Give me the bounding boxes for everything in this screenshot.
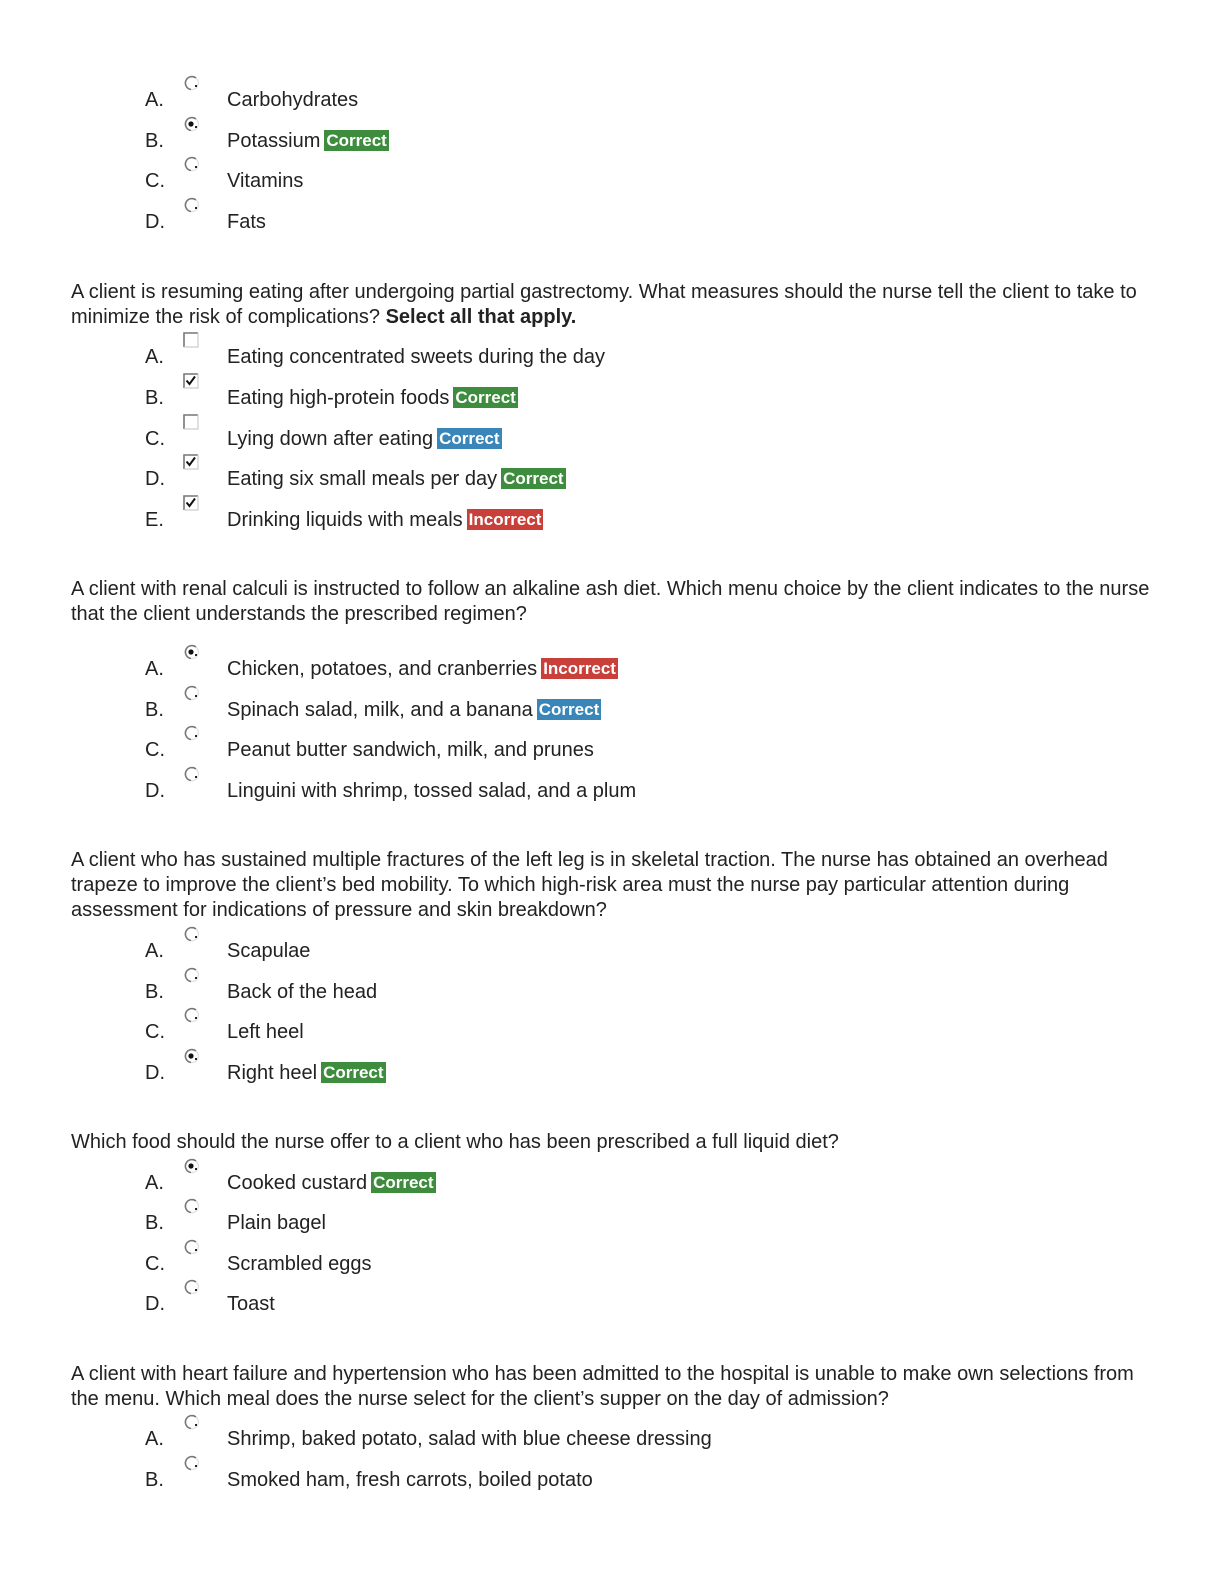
checkbox-checked-icon[interactable]	[182, 453, 200, 471]
question-text	[71, 848, 1151, 923]
option-letter: A.	[145, 1172, 164, 1194]
correct-badge: Correct	[503, 469, 564, 488]
question-text	[71, 577, 1151, 627]
radio-checked-icon[interactable]	[182, 643, 200, 661]
option-text: Lying down after eating	[227, 428, 434, 450]
radio-unchecked-icon[interactable]	[182, 724, 200, 742]
option-text: Peanut butter sandwich, milk, and prunes	[227, 739, 594, 761]
option-q1-b[interactable]	[0, 386, 1000, 416]
option-q4-d[interactable]	[0, 1292, 1000, 1322]
option-letter: C.	[145, 739, 165, 761]
option-q1-e[interactable]	[0, 508, 1000, 538]
option-q5-a[interactable]	[0, 1427, 1000, 1457]
option-text: Fats	[227, 211, 266, 233]
checkbox-unchecked-icon[interactable]	[182, 331, 200, 349]
incorrect-badge: Incorrect	[543, 659, 616, 678]
option-text: Scrambled eggs	[227, 1253, 372, 1275]
radio-unchecked-icon[interactable]	[182, 1238, 200, 1256]
radio-unchecked-icon[interactable]	[182, 925, 200, 943]
option-letter: A.	[145, 940, 164, 962]
option-text: Shrimp, baked potato, salad with blue cheese dressing	[227, 1428, 712, 1450]
correct-badge: Correct	[326, 131, 387, 150]
option-text: Cooked custard	[227, 1172, 368, 1194]
option-q1-c[interactable]	[0, 427, 1000, 457]
option-text: Scapulae	[227, 940, 311, 962]
option-text: Carbohydrates	[227, 89, 359, 111]
option-q5-b[interactable]	[0, 1468, 1000, 1498]
option-letter: D.	[145, 780, 165, 802]
option-q4-c[interactable]	[0, 1252, 1000, 1282]
question-text	[71, 1362, 1151, 1412]
correct-badge: Correct	[323, 1063, 384, 1082]
radio-unchecked-icon[interactable]	[182, 1413, 200, 1431]
option-q2-c[interactable]	[0, 738, 1000, 768]
option-letter: B.	[145, 981, 164, 1003]
question-text	[71, 280, 1151, 330]
option-text: Left heel	[227, 1021, 304, 1043]
option-text: Eating six small meals per day	[227, 468, 498, 490]
option-text: Potassium	[227, 130, 321, 152]
radio-unchecked-icon[interactable]	[182, 1454, 200, 1472]
checkbox-checked-icon[interactable]	[182, 372, 200, 390]
radio-unchecked-icon[interactable]	[182, 74, 200, 92]
option-letter: A.	[145, 1428, 164, 1450]
question-prompt: A client with renal calculi is instructed to follow an alkaline ash diet. Which menu choice by the client indicates to the nurse that the client understands the prescribed regimen?	[71, 578, 1150, 625]
correct-answer-badge: Correct	[538, 700, 600, 719]
option-q1-a[interactable]	[0, 345, 1000, 375]
option-q2-d[interactable]	[0, 779, 1000, 809]
option-q3-b[interactable]	[0, 980, 1000, 1010]
option-text: Right heel	[227, 1062, 318, 1084]
question-instruction: Select all that apply.	[385, 306, 577, 328]
option-text: Vitamins	[227, 170, 304, 192]
option-letter: D.	[145, 468, 165, 490]
option-text: Linguini with shrimp, tossed salad, and a plum	[227, 780, 637, 802]
option-letter: D.	[145, 1293, 165, 1315]
option-letter: A.	[145, 89, 164, 111]
option-text: Plain bagel	[227, 1212, 326, 1234]
question-prompt: A client with heart failure and hypertension who has been admitted to the hospital is unable to make own selections from the menu. Which meal does the nurse select for the client’s supper on the day of admission?	[71, 1363, 1134, 1410]
radio-unchecked-icon[interactable]	[182, 684, 200, 702]
option-q1-d[interactable]	[0, 467, 1000, 497]
radio-unchecked-icon[interactable]	[182, 765, 200, 783]
option-q4-b[interactable]	[0, 1211, 1000, 1241]
option-q4-a[interactable]	[0, 1171, 1000, 1201]
option-letter: B.	[145, 1469, 164, 1491]
option-letter: D.	[145, 211, 165, 233]
radio-checked-icon[interactable]	[182, 115, 200, 133]
question-prompt: A client who has sustained multiple fractures of the left leg is in skeletal traction. The nurse has obtained an overhead trapeze to improve the client’s bed mobility. To which high-risk area must the nurse pay particular attention during assessment for indications of pressure and skin breakdown?	[71, 849, 1108, 921]
radio-unchecked-icon[interactable]	[182, 1278, 200, 1296]
option-letter: C.	[145, 1021, 165, 1043]
radio-unchecked-icon[interactable]	[182, 1006, 200, 1024]
option-letter: D.	[145, 1062, 165, 1084]
question-prompt: A client is resuming eating after undergoing partial gastrectomy. What measures should the nurse tell the client to take to minimize the risk of complications?	[71, 281, 1137, 328]
option-letter: B.	[145, 130, 164, 152]
question-prompt: Which food should the nurse offer to a client who has been prescribed a full liquid diet?	[71, 1131, 839, 1153]
option-text: Eating concentrated sweets during the day	[227, 346, 606, 368]
correct-badge: Correct	[455, 388, 516, 407]
option-letter: B.	[145, 1212, 164, 1234]
option-letter: C.	[145, 170, 165, 192]
question-text	[71, 1130, 1151, 1155]
radio-unchecked-icon[interactable]	[182, 155, 200, 173]
incorrect-badge: Incorrect	[468, 510, 542, 529]
option-text: Chicken, potatoes, and cranberries	[227, 658, 538, 680]
option-q0-d[interactable]	[0, 210, 1000, 240]
radio-unchecked-icon[interactable]	[182, 1197, 200, 1215]
option-letter: E.	[145, 509, 164, 531]
correct-answer-badge: Correct	[439, 429, 500, 448]
correct-badge: Correct	[373, 1173, 434, 1192]
option-q0-b[interactable]	[0, 129, 1000, 159]
option-text: Toast	[227, 1293, 275, 1315]
option-text: Back of the head	[227, 981, 378, 1003]
option-q3-d[interactable]	[0, 1061, 1000, 1091]
radio-checked-icon[interactable]	[182, 1157, 200, 1175]
checkbox-checked-icon[interactable]	[182, 494, 200, 512]
radio-checked-icon[interactable]	[182, 1047, 200, 1065]
option-q0-c[interactable]	[0, 169, 1000, 199]
option-q2-b[interactable]	[0, 698, 1000, 728]
option-text: Spinach salad, milk, and a banana	[227, 699, 533, 721]
checkbox-unchecked-icon[interactable]	[182, 413, 200, 431]
radio-unchecked-icon[interactable]	[182, 196, 200, 214]
option-q0-a[interactable]	[0, 88, 1000, 118]
option-letter: A.	[145, 346, 164, 368]
option-letter: A.	[145, 658, 164, 680]
option-letter: B.	[145, 387, 164, 409]
option-q3-c[interactable]	[0, 1020, 1000, 1050]
radio-unchecked-icon[interactable]	[182, 966, 200, 984]
option-q3-a[interactable]	[0, 939, 1000, 969]
option-text: Smoked ham, fresh carrots, boiled potato	[227, 1469, 593, 1491]
option-letter: B.	[145, 699, 164, 721]
option-text: Drinking liquids with meals	[227, 509, 463, 531]
option-q2-a[interactable]	[0, 657, 1000, 687]
option-text: Eating high-protein foods	[227, 387, 450, 409]
option-letter: C.	[145, 428, 165, 450]
option-letter: C.	[145, 1253, 165, 1275]
